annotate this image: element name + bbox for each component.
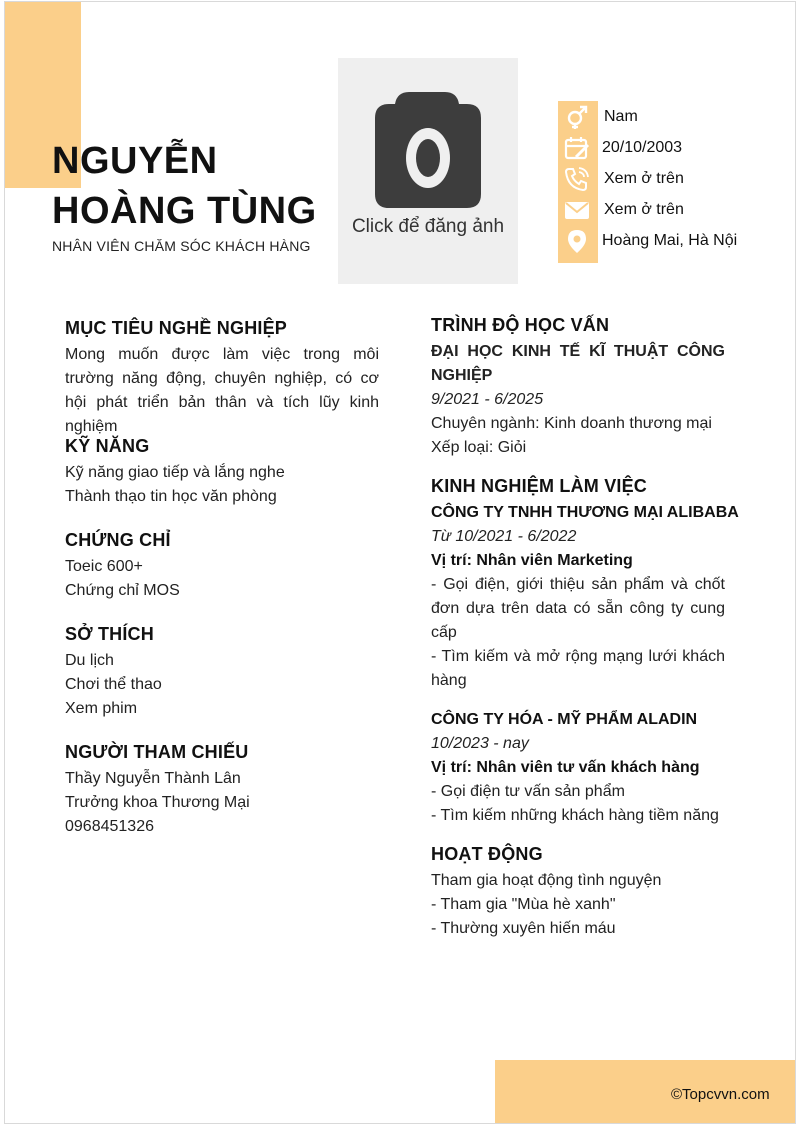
info-phone-text: Xem ở trên <box>604 170 684 187</box>
name-line-1: NGUYỄN <box>52 140 218 182</box>
info-email <box>558 194 788 225</box>
photo-upload-label: Click để đăng ảnh <box>351 216 505 237</box>
camera-icon <box>373 90 483 210</box>
skill-item: Kỹ năng giao tiếp và lắng nghe <box>65 464 285 481</box>
education-major: Chuyên ngành: Kinh doanh thương mại <box>431 415 712 432</box>
job-position: Vị trí: Nhân viên tư vấn khách hàng <box>431 759 700 776</box>
experience-title: KINH NGHIỆM LÀM VIỆC <box>431 476 648 496</box>
hobby-item: Xem phim <box>65 700 138 717</box>
info-gender-text: Nam <box>604 108 638 125</box>
education-grade: Xếp loại: Giỏi <box>431 439 527 456</box>
info-gender <box>558 101 788 132</box>
reference-item: Trưởng khoa Thương Mại <box>65 794 250 811</box>
info-birthday-text: 20/10/2003 <box>602 139 683 156</box>
calendar-icon <box>564 135 590 161</box>
job-duty: - Tìm kiếm những khách hàng tiềm năng <box>431 807 719 824</box>
info-email-text: Xem ở trên <box>604 201 684 218</box>
info-birthday <box>558 132 788 163</box>
hobby-item: Du lịch <box>65 652 114 669</box>
activity-item: - Thường xuyên hiến máu <box>431 920 616 937</box>
reference-item: Thầy Nguyễn Thành Lân <box>65 770 241 787</box>
hobby-item: Chơi thể thao <box>65 676 162 693</box>
activities-title: HOẠT ĐỘNG <box>431 844 543 864</box>
copyright-text: ©Topcvvn.com <box>671 1086 770 1103</box>
certificates-title: CHỨNG CHỈ <box>65 530 171 550</box>
mail-icon <box>564 197 590 223</box>
reference-item: 0968451326 <box>65 818 154 835</box>
info-address-text: Hoàng Mai, Hà Nội <box>602 232 738 249</box>
objective-text: Mong muốn được làm việc trong môi trường năng động, chuyên nghiệp, có cơ hội phát triển bản thân và tích lũy kinh nghiệm <box>65 346 379 435</box>
cv-page <box>4 1 796 1124</box>
gender-icon <box>564 104 590 130</box>
certificate-item: Chứng chỉ MOS <box>65 582 180 599</box>
location-pin-icon <box>564 228 590 254</box>
job-company: CÔNG TY HÓA - MỸ PHẨM ALADIN <box>431 711 698 728</box>
job-duty: - Tìm kiếm và mở rộng mạng lưới khách hàng <box>431 648 725 689</box>
hobbies-title: SỞ THÍCH <box>65 624 154 644</box>
name-line-2: HOÀNG TÙNG <box>52 190 317 232</box>
candidate-name <box>52 136 317 236</box>
education-school: ĐẠI HỌC KINH TẾ KĨ THUẬT CÔNG NGHIỆP <box>431 343 725 384</box>
phone-icon <box>564 166 590 192</box>
skills-title: KỸ NĂNG <box>65 436 150 456</box>
education-title: TRÌNH ĐỘ HỌC VẤN <box>431 315 610 335</box>
job-period: 10/2023 - nay <box>431 735 529 752</box>
job-company: CÔNG TY TNHH THƯƠNG MẠI ALIBABA <box>431 504 739 521</box>
job-duty: - Gọi điện tư vấn sản phẩm <box>431 783 625 800</box>
job-duty: - Gọi điện, giới thiệu sản phẩm và chốt đơn dựa trên data có sẵn công ty cung cấp <box>431 576 725 641</box>
references-title: NGƯỜI THAM CHIẾU <box>65 742 249 762</box>
job-title: NHÂN VIÊN CHĂM SÓC KHÁCH HÀNG <box>52 238 311 254</box>
activity-item: - Tham gia "Mùa hè xanh" <box>431 896 616 913</box>
job-position: Vị trí: Nhân viên Marketing <box>431 552 633 569</box>
photo-upload[interactable] <box>338 58 518 284</box>
skill-item: Thành thạo tin học văn phòng <box>65 488 277 505</box>
objective-title: MỤC TIÊU NGHỀ NGHIỆP <box>65 318 288 338</box>
activity-item: Tham gia hoạt động tình nguyện <box>431 872 662 889</box>
education-period: 9/2021 - 6/2025 <box>431 391 544 408</box>
job-period: Từ 10/2021 - 6/2022 <box>431 528 577 545</box>
info-address <box>558 225 788 256</box>
certificate-item: Toeic 600+ <box>65 558 143 575</box>
info-phone <box>558 163 788 194</box>
